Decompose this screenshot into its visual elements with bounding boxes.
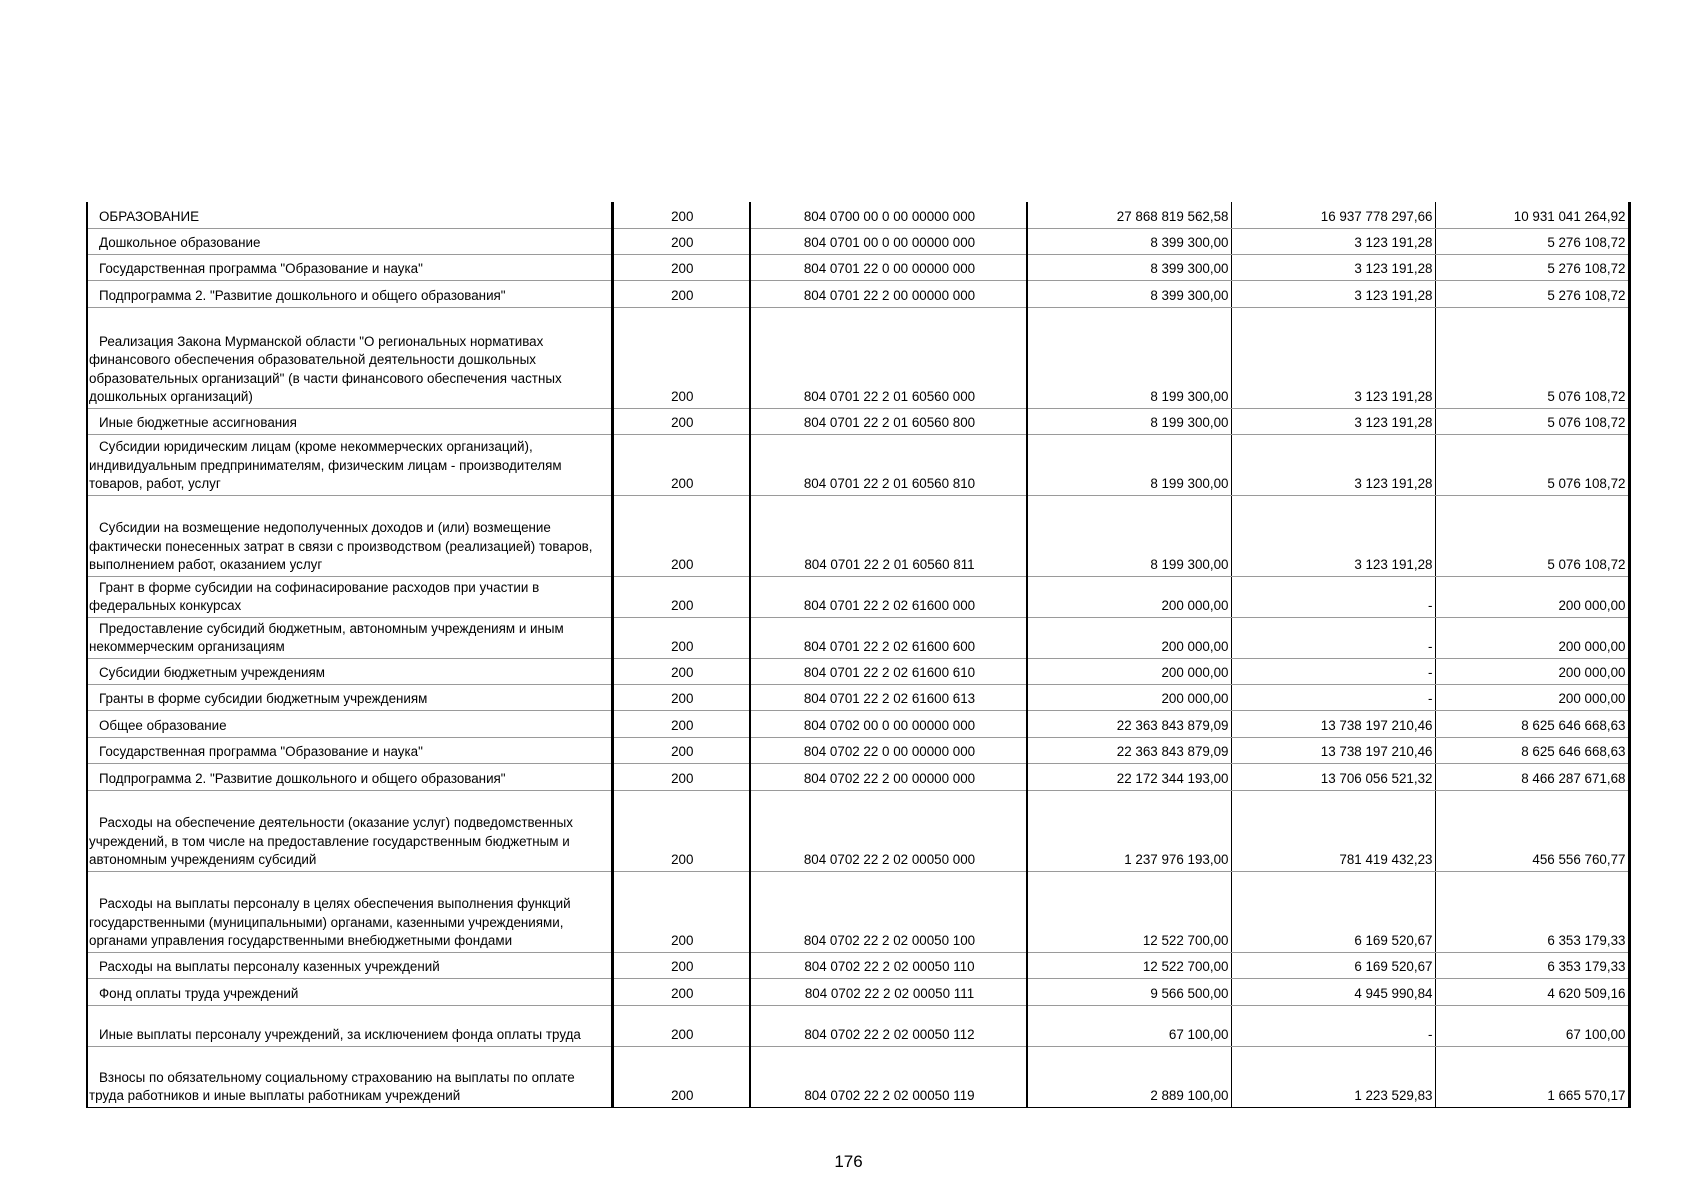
row-executed-amount: 3 123 191,28: [1231, 280, 1435, 307]
row-executed-amount: 3 123 191,28: [1231, 434, 1435, 495]
row-line-code: 200: [612, 434, 750, 495]
row-name: Расходы на выплаты персоналу казенных учреждений: [87, 952, 612, 978]
row-name: Субсидии бюджетным учреждениям: [87, 658, 612, 684]
row-approved-amount: 22 363 843 879,09: [1027, 710, 1231, 737]
row-name: Подпрограмма 2. "Развитие дошкольного и общего образования": [87, 280, 612, 307]
table-row: [87, 307, 1629, 408]
row-executed-amount: 3 123 191,28: [1231, 307, 1435, 408]
row-executed-amount: 4 945 990,84: [1231, 978, 1435, 1005]
row-classification-code: 804 0700 00 0 00 00000 000: [750, 202, 1027, 228]
row-classification-code: 804 0702 22 2 00 00000 000: [750, 763, 1027, 790]
row-name: Взносы по обязательному социальному страхованию на выплаты по оплате труда работников и иные выплаты работникам учреждений: [87, 1046, 612, 1107]
row-unexecuted-amount: 456 556 760,77: [1435, 790, 1629, 871]
budget-execution-table: [86, 202, 1631, 1108]
row-line-code: 200: [612, 254, 750, 280]
row-line-code: 200: [612, 495, 750, 576]
row-unexecuted-amount: 5 076 108,72: [1435, 495, 1629, 576]
row-executed-amount: -: [1231, 658, 1435, 684]
row-executed-amount: 3 123 191,28: [1231, 495, 1435, 576]
row-classification-code: 804 0702 00 0 00 00000 000: [750, 710, 1027, 737]
row-line-code: 200: [612, 228, 750, 254]
row-classification-code: 804 0701 22 2 01 60560 800: [750, 408, 1027, 434]
row-approved-amount: 8 199 300,00: [1027, 307, 1231, 408]
row-line-code: 200: [612, 710, 750, 737]
row-name: Подпрограмма 2. "Развитие дошкольного и общего образования": [87, 763, 612, 790]
table-row: [87, 1005, 1629, 1046]
row-approved-amount: 9 566 500,00: [1027, 978, 1231, 1005]
row-line-code: 200: [612, 280, 750, 307]
row-approved-amount: 22 363 843 879,09: [1027, 737, 1231, 763]
row-unexecuted-amount: 200 000,00: [1435, 684, 1629, 710]
row-line-code: 200: [612, 737, 750, 763]
row-classification-code: 804 0701 22 2 00 00000 000: [750, 280, 1027, 307]
row-executed-amount: 6 169 520,67: [1231, 952, 1435, 978]
row-unexecuted-amount: 1 665 570,17: [1435, 1046, 1629, 1107]
table-row: [87, 790, 1629, 871]
row-approved-amount: 67 100,00: [1027, 1005, 1231, 1046]
row-approved-amount: 2 889 100,00: [1027, 1046, 1231, 1107]
row-unexecuted-amount: 200 000,00: [1435, 617, 1629, 658]
row-classification-code: 804 0702 22 2 02 00050 000: [750, 790, 1027, 871]
row-name: Государственная программа "Образование и наука": [87, 737, 612, 763]
table-row: [87, 871, 1629, 952]
row-name: Иные выплаты персоналу учреждений, за исключением фонда оплаты труда: [87, 1005, 612, 1046]
row-classification-code: 804 0702 22 2 02 00050 100: [750, 871, 1027, 952]
table-row: [87, 617, 1629, 658]
row-approved-amount: 200 000,00: [1027, 684, 1231, 710]
row-classification-code: 804 0702 22 2 02 00050 119: [750, 1046, 1027, 1107]
row-approved-amount: 8 199 300,00: [1027, 408, 1231, 434]
table-row: [87, 763, 1629, 790]
row-unexecuted-amount: 6 353 179,33: [1435, 952, 1629, 978]
row-executed-amount: 13 738 197 210,46: [1231, 737, 1435, 763]
row-unexecuted-amount: 8 625 646 668,63: [1435, 737, 1629, 763]
table-row: [87, 710, 1629, 737]
row-classification-code: 804 0702 22 2 02 00050 111: [750, 978, 1027, 1005]
row-approved-amount: 12 522 700,00: [1027, 952, 1231, 978]
row-classification-code: 804 0701 22 2 02 61600 610: [750, 658, 1027, 684]
table-row: [87, 658, 1629, 684]
row-executed-amount: 16 937 778 297,66: [1231, 202, 1435, 228]
row-classification-code: 804 0701 22 2 01 60560 810: [750, 434, 1027, 495]
table-row: [87, 737, 1629, 763]
table-row: [87, 576, 1629, 617]
row-line-code: 200: [612, 871, 750, 952]
table-row: [87, 684, 1629, 710]
row-executed-amount: -: [1231, 576, 1435, 617]
row-unexecuted-amount: 200 000,00: [1435, 658, 1629, 684]
row-classification-code: 804 0701 22 0 00 00000 000: [750, 254, 1027, 280]
row-executed-amount: -: [1231, 617, 1435, 658]
row-unexecuted-amount: 5 276 108,72: [1435, 254, 1629, 280]
table-row: [87, 280, 1629, 307]
row-executed-amount: 781 419 432,23: [1231, 790, 1435, 871]
row-line-code: 200: [612, 952, 750, 978]
row-approved-amount: 8 399 300,00: [1027, 228, 1231, 254]
row-line-code: 200: [612, 790, 750, 871]
row-line-code: 200: [612, 978, 750, 1005]
row-name: Расходы на обеспечение деятельности (оказание услуг) подведомственных учреждений, в том числе на предоставление государственным бюджетным и автономным учреждениям субсидий: [87, 790, 612, 871]
row-classification-code: 804 0702 22 0 00 00000 000: [750, 737, 1027, 763]
row-name: Субсидии юридическим лицам (кроме некоммерческих организаций), индивидуальным предпринимателям, физическим лицам - производителям товаров, работ, услуг: [87, 434, 612, 495]
row-approved-amount: 200 000,00: [1027, 576, 1231, 617]
row-executed-amount: -: [1231, 1005, 1435, 1046]
row-unexecuted-amount: 67 100,00: [1435, 1005, 1629, 1046]
row-approved-amount: 27 868 819 562,58: [1027, 202, 1231, 228]
row-unexecuted-amount: 10 931 041 264,92: [1435, 202, 1629, 228]
row-line-code: 200: [612, 576, 750, 617]
table-row: [87, 978, 1629, 1005]
row-name: Грант в форме субсидии на софинасирование расходов при участии в федеральных конкурсах: [87, 576, 612, 617]
row-approved-amount: 8 399 300,00: [1027, 280, 1231, 307]
row-classification-code: 804 0701 22 2 02 61600 000: [750, 576, 1027, 617]
row-classification-code: 804 0701 22 2 02 61600 600: [750, 617, 1027, 658]
row-name: Расходы на выплаты персоналу в целях обеспечения выполнения функций государственными (муниципальными) органами, казенными учреждениями, органами управления государственными внебюджетными фондами: [87, 871, 612, 952]
row-executed-amount: 13 738 197 210,46: [1231, 710, 1435, 737]
table-row: [87, 495, 1629, 576]
row-name: Иные бюджетные ассигнования: [87, 408, 612, 434]
table-row: [87, 254, 1629, 280]
row-name: Субсидии на возмещение недополученных доходов и (или) возмещение фактически понесенных затрат в связи с производством (реализацией) товаров, выполнением работ, оказанием услуг: [87, 495, 612, 576]
row-classification-code: 804 0701 00 0 00 00000 000: [750, 228, 1027, 254]
row-unexecuted-amount: 8 466 287 671,68: [1435, 763, 1629, 790]
row-unexecuted-amount: 5 076 108,72: [1435, 307, 1629, 408]
row-approved-amount: 8 399 300,00: [1027, 254, 1231, 280]
row-line-code: 200: [612, 1046, 750, 1107]
row-name: Фонд оплаты труда учреждений: [87, 978, 612, 1005]
row-unexecuted-amount: 4 620 509,16: [1435, 978, 1629, 1005]
row-approved-amount: 200 000,00: [1027, 658, 1231, 684]
row-executed-amount: 3 123 191,28: [1231, 228, 1435, 254]
row-name: ОБРАЗОВАНИЕ: [87, 202, 612, 228]
table-row: [87, 202, 1629, 228]
row-approved-amount: 8 199 300,00: [1027, 495, 1231, 576]
row-unexecuted-amount: 5 076 108,72: [1435, 434, 1629, 495]
row-name: Реализация Закона Мурманской области "О региональных нормативах финансового обеспечения образовательной деятельности дошкольных образовательных организаций" (в части финансового обеспечения частных дошкольных организаций): [87, 307, 612, 408]
row-line-code: 200: [612, 763, 750, 790]
row-line-code: 200: [612, 617, 750, 658]
row-unexecuted-amount: 8 625 646 668,63: [1435, 710, 1629, 737]
row-classification-code: 804 0702 22 2 02 00050 110: [750, 952, 1027, 978]
row-line-code: 200: [612, 684, 750, 710]
row-name: Предоставление субсидий бюджетным, автономным учреждениям и иным некоммерческим организациям: [87, 617, 612, 658]
table-row: [87, 1046, 1629, 1107]
row-name: Гранты в форме субсидии бюджетным учреждениям: [87, 684, 612, 710]
table-row: [87, 408, 1629, 434]
row-classification-code: 804 0701 22 2 01 60560 811: [750, 495, 1027, 576]
row-name: Государственная программа "Образование и наука": [87, 254, 612, 280]
row-line-code: 200: [612, 1005, 750, 1046]
table-row: [87, 228, 1629, 254]
row-approved-amount: 12 522 700,00: [1027, 871, 1231, 952]
row-executed-amount: -: [1231, 684, 1435, 710]
row-line-code: 200: [612, 202, 750, 228]
row-approved-amount: 200 000,00: [1027, 617, 1231, 658]
row-unexecuted-amount: 5 276 108,72: [1435, 280, 1629, 307]
row-line-code: 200: [612, 307, 750, 408]
row-name: Дошкольное образование: [87, 228, 612, 254]
row-approved-amount: 8 199 300,00: [1027, 434, 1231, 495]
row-executed-amount: 1 223 529,83: [1231, 1046, 1435, 1107]
row-classification-code: 804 0701 22 2 01 60560 000: [750, 307, 1027, 408]
row-executed-amount: 6 169 520,67: [1231, 871, 1435, 952]
table-row: [87, 434, 1629, 495]
row-line-code: 200: [612, 658, 750, 684]
row-executed-amount: 3 123 191,28: [1231, 408, 1435, 434]
row-executed-amount: 13 706 056 521,32: [1231, 763, 1435, 790]
page-number: 176: [834, 1152, 863, 1171]
row-name: Общее образование: [87, 710, 612, 737]
row-unexecuted-amount: 6 353 179,33: [1435, 871, 1629, 952]
row-unexecuted-amount: 200 000,00: [1435, 576, 1629, 617]
table-row: [87, 952, 1629, 978]
row-line-code: 200: [612, 408, 750, 434]
row-approved-amount: 1 237 976 193,00: [1027, 790, 1231, 871]
row-classification-code: 804 0702 22 2 02 00050 112: [750, 1005, 1027, 1046]
row-unexecuted-amount: 5 076 108,72: [1435, 408, 1629, 434]
row-classification-code: 804 0701 22 2 02 61600 613: [750, 684, 1027, 710]
row-approved-amount: 22 172 344 193,00: [1027, 763, 1231, 790]
row-unexecuted-amount: 5 276 108,72: [1435, 228, 1629, 254]
row-executed-amount: 3 123 191,28: [1231, 254, 1435, 280]
